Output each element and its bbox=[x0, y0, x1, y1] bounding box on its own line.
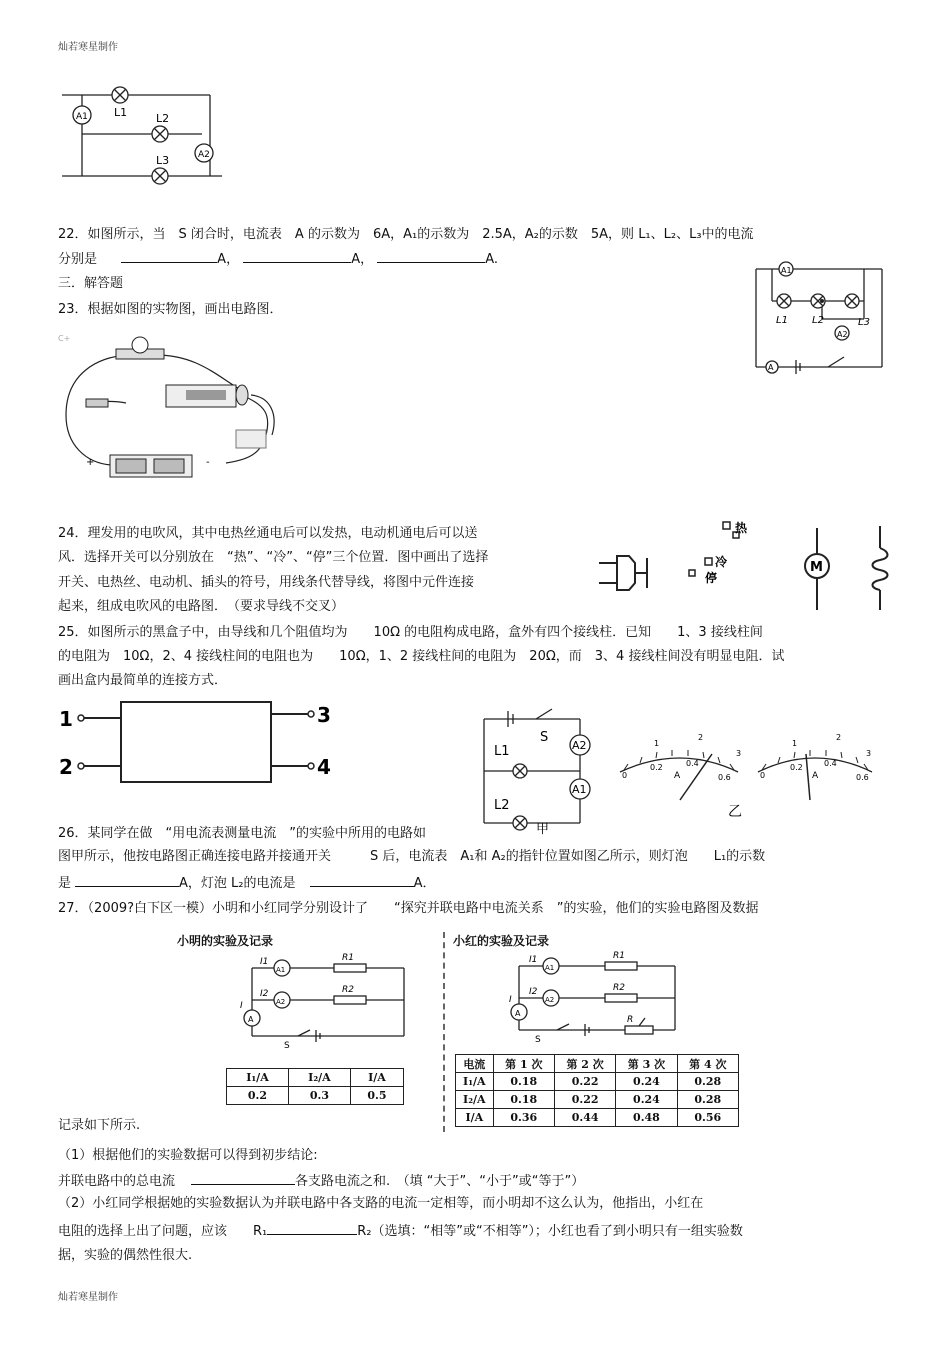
q26-line1: 26．某同学在做 “用电流表测量电流 ”的实验中所用的电路如 bbox=[58, 826, 427, 841]
fig21-a1-label: A1 bbox=[76, 112, 88, 122]
xh-th-4: 第 4 次 bbox=[677, 1055, 738, 1073]
q26-line3-b: A，灯泡 L₂的电流是 bbox=[179, 876, 296, 891]
fig26-a1-label: A1 bbox=[572, 783, 587, 796]
terminal-4: 4 bbox=[317, 755, 331, 779]
q27-p5: 据，实验的偶然性很大. bbox=[58, 1248, 193, 1263]
xm-i1: I1 bbox=[260, 957, 269, 967]
q22-unit-1: A bbox=[217, 252, 227, 267]
meter2-tick-02: 0.2 bbox=[790, 763, 803, 772]
q22-blank-3[interactable] bbox=[377, 250, 485, 263]
fig22-l1-label: L1 bbox=[776, 315, 788, 326]
fig24-hot-label: 热 bbox=[735, 521, 748, 535]
q25-line3: 画出盒内最简单的连接方式． bbox=[58, 673, 228, 688]
fig24-stop-label: 停 bbox=[705, 571, 718, 585]
q22-end: . bbox=[493, 252, 499, 267]
xh-i1: I1 bbox=[529, 955, 538, 965]
fig22-a2-label: A2 bbox=[837, 330, 848, 339]
page-footer: 灿若寒星制作 bbox=[58, 1292, 118, 1303]
meter1-tick-02: 0.2 bbox=[650, 763, 663, 772]
fig24-motor-label: M bbox=[810, 560, 823, 575]
xm-title: 小明的实验及记录 bbox=[177, 934, 274, 948]
q27-p2 bbox=[58, 1172, 584, 1190]
table-row: I/A 0.36 0.44 0.48 0.56 bbox=[456, 1109, 739, 1127]
meter2-unit: A bbox=[812, 771, 819, 781]
fig25-blackbox bbox=[55, 700, 340, 790]
q24-line3: 开关、电热丝、电动机、插头的符号，用线条代替导线，将图中元件连接 bbox=[58, 575, 475, 590]
q27-p2b: 各支路电流之和. （填 “大于”、“小于”或“等于”） bbox=[295, 1174, 585, 1189]
fig23-plus: + bbox=[86, 457, 95, 468]
fig22-circuit bbox=[752, 257, 887, 375]
xh-th-0: 电流 bbox=[456, 1055, 494, 1073]
q27-p1: （1）根据他们的实验数据可以得到初步结论: bbox=[58, 1148, 318, 1163]
q27-p2a: 并联电路中的总电流 bbox=[58, 1174, 176, 1189]
xm-a: A bbox=[248, 1015, 254, 1024]
xm-td-3: 0.5 bbox=[350, 1087, 403, 1105]
meter1-tick-3: 3 bbox=[736, 749, 742, 758]
q22-blank-1[interactable] bbox=[121, 250, 217, 263]
xm-a2: A2 bbox=[276, 998, 286, 1006]
xh-r: R bbox=[627, 1015, 634, 1025]
fig22-l3-label: L3 bbox=[858, 317, 870, 328]
q23-text: 23．根据如图的实物图，画出电路图． bbox=[58, 302, 283, 317]
xh-r1: R1 bbox=[613, 951, 625, 961]
xh-table bbox=[455, 1054, 739, 1127]
table-row: I₁/A 0.18 0.22 0.24 0.28 bbox=[456, 1073, 739, 1091]
fig24-components bbox=[595, 518, 895, 618]
fig23-minus: - bbox=[206, 457, 210, 468]
xh-th-1: 第 1 次 bbox=[493, 1055, 554, 1073]
meter2-tick-0: 0 bbox=[760, 771, 766, 780]
meter2-tick-04: 0.4 bbox=[824, 759, 837, 768]
q24-line1: 24．理发用的电吹风，其中电热丝通电后可以发热，电动机通电后可以送 bbox=[58, 526, 478, 541]
fig26-yi-label: 乙 bbox=[728, 804, 742, 820]
xm-th-1: I₁/A bbox=[227, 1069, 289, 1087]
q26-blank-2[interactable] bbox=[310, 874, 414, 887]
fig23-real-circuit bbox=[56, 335, 288, 485]
xm-th-2: I₂/A bbox=[288, 1069, 350, 1087]
q22-prefix: 分别是 bbox=[58, 252, 98, 267]
fig21-a2-label: A2 bbox=[198, 150, 210, 160]
meter2-tick-1: 1 bbox=[792, 739, 798, 748]
fig21-l2-label: L2 bbox=[156, 112, 170, 125]
xh-a2: A2 bbox=[545, 996, 555, 1004]
xh-th-2: 第 2 次 bbox=[554, 1055, 615, 1073]
xm-s: S bbox=[284, 1041, 290, 1051]
fig26-s-label: S bbox=[540, 730, 549, 745]
q22-unit-3: A bbox=[485, 252, 494, 267]
meter1-tick-2: 2 bbox=[698, 733, 704, 742]
xh-title: 小红的实验及记录 bbox=[453, 934, 550, 948]
q24-line4: 起来，组成电吹风的电路图． （要求导线不交叉） bbox=[58, 599, 345, 614]
fig26-meters-yi bbox=[610, 730, 870, 820]
fig24-cold-label: 冷 bbox=[715, 555, 728, 569]
q27-line1: 27．（2009?白下区一模）小明和小红同学分别设计了 “探究并联电路中电流关系 ”的实验，他们的实验电路图及数据 bbox=[58, 901, 759, 916]
q27-blank-1[interactable] bbox=[191, 1172, 295, 1185]
fig22-a1-label: A1 bbox=[781, 266, 792, 275]
xh-th-3: 第 3 次 bbox=[616, 1055, 677, 1073]
meter1-tick-1: 1 bbox=[654, 739, 660, 748]
q22-unit-2: A bbox=[351, 252, 361, 267]
xm-a1: A1 bbox=[276, 966, 286, 974]
xh-a1: A1 bbox=[545, 964, 555, 972]
xm-i2: I2 bbox=[260, 989, 269, 999]
terminal-3: 3 bbox=[317, 703, 331, 727]
page-header: 灿若寒星制作 bbox=[58, 42, 118, 53]
q27-blank-2[interactable] bbox=[267, 1222, 357, 1235]
xh-i2: I2 bbox=[529, 987, 538, 997]
xm-th-3: I/A bbox=[350, 1069, 403, 1087]
fig22-l2-label: L2 bbox=[812, 315, 824, 326]
q22-blank-2[interactable] bbox=[243, 250, 351, 263]
q26-blank-1[interactable] bbox=[75, 874, 179, 887]
xh-s: S bbox=[535, 1035, 541, 1045]
fig26-a2-label: A2 bbox=[572, 739, 587, 752]
meter2-tick-06: 0.6 bbox=[856, 773, 869, 782]
meter2-tick-3: 3 bbox=[866, 749, 872, 758]
q23-mark: C+ bbox=[58, 334, 71, 343]
fig21-circuit bbox=[62, 82, 224, 182]
q25-line2: 的电阻为 10Ω，2、4 接线柱间的电阻也为 10Ω，1、2 接线柱间的电阻为 20Ω，而 3、4 接线柱间没有明显电阻．试 bbox=[58, 649, 785, 664]
terminal-1: 1 bbox=[59, 707, 73, 731]
q24-line2: 风．选择开关可以分别放在 “热”、“冷”、“停”三个位置．图中画出了选择 bbox=[58, 550, 489, 565]
q27-p4 bbox=[58, 1222, 743, 1240]
q26-line3-a: 是 bbox=[58, 876, 72, 891]
xm-r2: R2 bbox=[342, 985, 354, 995]
fig22-a-label: A bbox=[768, 363, 774, 372]
fig26-l2-label: L2 bbox=[494, 798, 510, 813]
q27-p3: （2）小红同学根据她的实验数据认为并联电路中各支路的电流一定相等，而小明却不这么认为，他指出，小红在 bbox=[58, 1196, 704, 1211]
fig21-l1-label: L1 bbox=[114, 106, 128, 119]
meter1-tick-0: 0 bbox=[622, 771, 628, 780]
meter1-tick-06: 0.6 bbox=[718, 773, 731, 782]
table-row: I₂/A 0.18 0.22 0.24 0.28 bbox=[456, 1091, 739, 1109]
q27-line2: 记录如下所示. bbox=[58, 1118, 141, 1133]
fig26-circuit-jia bbox=[480, 705, 600, 835]
section3-title: 三．解答题 bbox=[58, 276, 124, 291]
xm-td-2: 0.3 bbox=[288, 1087, 350, 1105]
fig21-l3-label: L3 bbox=[156, 154, 170, 167]
q27-p4a: 电阻的选择上出了问题，应该 R₁ bbox=[58, 1224, 268, 1239]
fig26-l1-label: L1 bbox=[494, 744, 510, 759]
q26-line3-c: A． bbox=[413, 876, 436, 891]
xm-td-1: 0.2 bbox=[227, 1087, 289, 1105]
xh-circuit bbox=[505, 948, 685, 1058]
q22-line2: 分别是 A， A， A. bbox=[58, 252, 499, 267]
q26-line2: 图甲所示，他按电路图正确连接电路并接通开关 S 后，电流表 A₁和 A₂的指针位置如图乙所示，则灯泡 L₁的示数 bbox=[58, 849, 766, 864]
fig26-jia-label: 甲 bbox=[536, 822, 550, 837]
xm-r1: R1 bbox=[342, 953, 354, 963]
q22-line1: 22．如图所示，当 S 闭合时，电流表 A 的示数为 6A，A₁的示数为 2.5A，A₂的示数 5A，则 L₁、L₂、L₃中的电流 bbox=[58, 227, 754, 242]
q26-line3 bbox=[58, 874, 436, 892]
panel-divider bbox=[443, 932, 445, 1132]
meter1-tick-04: 0.4 bbox=[686, 759, 699, 768]
meter1-unit: A bbox=[674, 771, 681, 781]
xh-a: A bbox=[515, 1009, 521, 1018]
xh-i: I bbox=[509, 995, 512, 1005]
xm-circuit bbox=[232, 950, 412, 1060]
xm-i: I bbox=[240, 1001, 243, 1011]
terminal-2: 2 bbox=[59, 755, 73, 779]
xm-table bbox=[226, 1068, 404, 1105]
q27-p4b: R₂（选填：“相等”或“不相等”）；小红也看了到小明只有一组实验数 bbox=[357, 1224, 743, 1239]
xh-r2: R2 bbox=[613, 983, 625, 993]
q25-line1: 25．如图所示的黑盒子中，由导线和几个阻值均为 10Ω 的电阻构成电路，盒外有四个接线柱．已知 1、3 接线柱间 bbox=[58, 625, 763, 640]
meter2-tick-2: 2 bbox=[836, 733, 842, 742]
